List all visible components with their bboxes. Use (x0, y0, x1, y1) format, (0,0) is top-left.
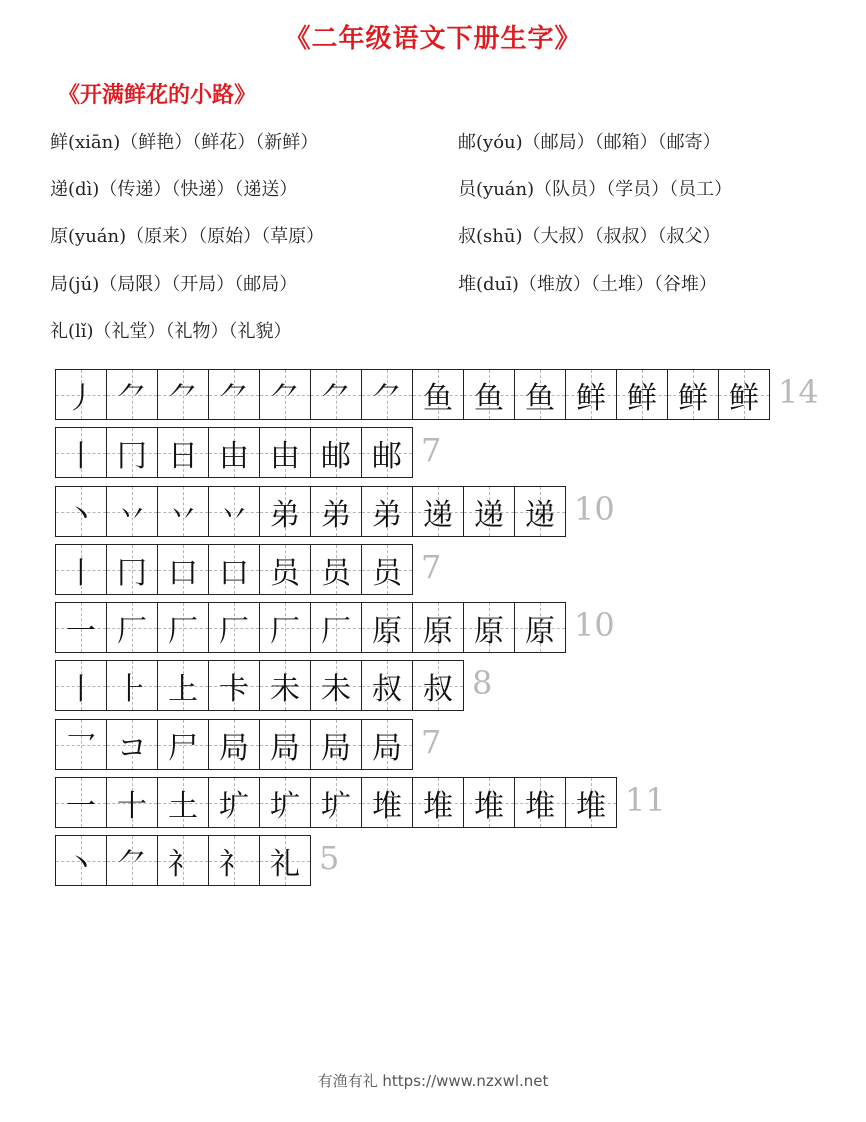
stroke-cell (158, 778, 209, 827)
stroke-glyph: 一 (66, 788, 96, 824)
stroke-cell (362, 487, 413, 536)
stroke-glyph: 由 (219, 438, 249, 474)
stroke-glyph: 叔 (372, 671, 402, 707)
stroke-glyph: 堆 (576, 788, 606, 824)
stroke-row-6 (55, 660, 492, 711)
tianzige-cells (55, 835, 311, 886)
stroke-glyph: 丷 (219, 497, 249, 533)
stroke-cell (413, 603, 464, 652)
stroke-cell (464, 370, 515, 419)
stroke-glyph: 厂 (270, 613, 300, 649)
stroke-count: 10 (574, 490, 615, 528)
stroke-glyph: 鲜 (576, 380, 606, 416)
stroke-glyph: 鲜 (678, 380, 708, 416)
stroke-cell (311, 545, 362, 594)
stroke-cell (311, 720, 362, 769)
stroke-cell (107, 370, 158, 419)
stroke-cell (260, 661, 311, 710)
stroke-glyph: 丿 (66, 380, 96, 416)
stroke-glyph: 冂 (117, 438, 147, 474)
stroke-cell (209, 603, 260, 652)
vocab-line: 员(yuán)（队员）（学员）（员工） (458, 179, 733, 200)
stroke-cell (260, 487, 311, 536)
stroke-glyph: ⺈ (270, 380, 300, 416)
stroke-cell (311, 778, 362, 827)
stroke-count: 14 (778, 373, 819, 411)
stroke-glyph: 弟 (270, 497, 300, 533)
vocab-line: 邮(yóu)（邮局）（邮箱）（邮寄） (458, 132, 721, 153)
stroke-glyph: ⺊ (117, 671, 147, 707)
stroke-glyph: 原 (525, 613, 555, 649)
stroke-cell (464, 487, 515, 536)
stroke-glyph: 鱼 (423, 380, 453, 416)
stroke-cell (107, 720, 158, 769)
stroke-cell (56, 487, 107, 536)
vocab-line: 鲜(xiān)（鲜艳）（鲜花）（新鲜） (50, 132, 319, 153)
vocab-line: 递(dì)（传递）（快递）（递送） (50, 179, 298, 200)
stroke-glyph: 丷 (168, 497, 198, 533)
stroke-glyph: 由 (270, 438, 300, 474)
stroke-cell (158, 720, 209, 769)
stroke-glyph: 厂 (117, 613, 147, 649)
stroke-glyph: 递 (474, 497, 504, 533)
stroke-cell (260, 370, 311, 419)
stroke-count: 7 (421, 723, 442, 761)
stroke-cell (107, 661, 158, 710)
stroke-count: 5 (319, 839, 340, 877)
stroke-glyph: 局 (270, 730, 300, 766)
stroke-cell (209, 545, 260, 594)
stroke-glyph: 鱼 (474, 380, 504, 416)
stroke-glyph: 卡 (219, 671, 249, 707)
stroke-glyph: 未 (321, 671, 351, 707)
stroke-glyph: 圹 (270, 788, 300, 824)
stroke-cell (107, 836, 158, 885)
stroke-glyph: 弟 (372, 497, 402, 533)
stroke-glyph: 丨 (66, 555, 96, 591)
stroke-cell (311, 661, 362, 710)
stroke-row-5 (55, 602, 615, 653)
stroke-cell (158, 603, 209, 652)
stroke-glyph: 原 (474, 613, 504, 649)
stroke-glyph: ⺈ (117, 846, 147, 882)
tianzige-cells (55, 777, 617, 828)
stroke-glyph: 原 (423, 613, 453, 649)
stroke-cell (260, 720, 311, 769)
tianzige-cells (55, 427, 413, 478)
stroke-glyph: 礻 (168, 846, 198, 882)
stroke-cell (107, 603, 158, 652)
stroke-glyph: 鲜 (627, 380, 657, 416)
stroke-cell (107, 428, 158, 477)
tianzige-cells (55, 602, 566, 653)
stroke-cell (209, 778, 260, 827)
stroke-glyph: 日 (168, 438, 198, 474)
stroke-glyph: 局 (372, 730, 402, 766)
stroke-glyph: ⺈ (219, 380, 249, 416)
footer-watermark: 有渔有礼 https://www.nzxwl.net (317, 1072, 549, 1090)
stroke-cell (107, 778, 158, 827)
stroke-glyph: 邮 (321, 438, 351, 474)
stroke-glyph: 鱼 (525, 380, 555, 416)
stroke-cell (260, 836, 311, 885)
stroke-glyph: 鲜 (729, 380, 759, 416)
tianzige-cells (55, 369, 770, 420)
stroke-cell (464, 778, 515, 827)
stroke-cell (209, 661, 260, 710)
tianzige-cells (55, 660, 464, 711)
stroke-glyph: 局 (219, 730, 249, 766)
stroke-cell (260, 428, 311, 477)
tianzige-cells (55, 486, 566, 537)
stroke-count: 7 (421, 548, 442, 586)
stroke-cell (362, 778, 413, 827)
stroke-cell (209, 836, 260, 885)
stroke-glyph: 堆 (423, 788, 453, 824)
stroke-cell (362, 603, 413, 652)
vocab-line: 礼(lǐ)（礼堂）（礼物）（礼貌） (50, 321, 292, 342)
stroke-cell (209, 720, 260, 769)
stroke-cell (107, 487, 158, 536)
stroke-count: 8 (472, 664, 493, 702)
stroke-cell (719, 370, 770, 419)
stroke-cell (311, 428, 362, 477)
stroke-cell (158, 545, 209, 594)
stroke-cell (56, 370, 107, 419)
stroke-cell (413, 778, 464, 827)
stroke-glyph: ⺈ (372, 380, 402, 416)
stroke-glyph: 冂 (117, 555, 147, 591)
stroke-glyph: 丶 (66, 497, 96, 533)
stroke-cell (56, 661, 107, 710)
stroke-cell (56, 778, 107, 827)
stroke-cell (260, 778, 311, 827)
stroke-glyph: 一 (66, 613, 96, 649)
stroke-glyph: 堆 (474, 788, 504, 824)
lesson-title: 《开满鲜花的小路》 (58, 83, 257, 108)
stroke-glyph: 丷 (117, 497, 147, 533)
stroke-cell (311, 487, 362, 536)
tianzige-cells (55, 544, 413, 595)
tianzige-cells (55, 719, 413, 770)
vocab-line: 原(yuán)（原来）（原始）（草原） (50, 226, 325, 247)
stroke-cell (158, 836, 209, 885)
stroke-glyph: 圹 (321, 788, 351, 824)
stroke-glyph: 厂 (321, 613, 351, 649)
stroke-cell (107, 545, 158, 594)
stroke-cell (56, 836, 107, 885)
stroke-glyph: 上 (168, 671, 198, 707)
stroke-glyph: 邮 (372, 438, 402, 474)
stroke-glyph: 圹 (219, 788, 249, 824)
stroke-cell (668, 370, 719, 419)
stroke-row-1 (55, 369, 819, 420)
stroke-glyph: 递 (525, 497, 555, 533)
vocab-line: 叔(shū)（大叔）（叔叔）（叔父） (458, 226, 721, 247)
stroke-cell (362, 720, 413, 769)
stroke-cell (617, 370, 668, 419)
stroke-cell (464, 603, 515, 652)
stroke-row-7 (55, 719, 441, 770)
stroke-glyph: 口 (219, 555, 249, 591)
stroke-cell (209, 370, 260, 419)
stroke-cell (209, 487, 260, 536)
stroke-cell (209, 428, 260, 477)
stroke-glyph: ⺈ (321, 380, 351, 416)
stroke-glyph: ⺈ (117, 380, 147, 416)
stroke-glyph: 员 (321, 555, 351, 591)
stroke-cell (260, 545, 311, 594)
stroke-cell (158, 428, 209, 477)
stroke-glyph: 堆 (525, 788, 555, 824)
stroke-cell (515, 487, 566, 536)
stroke-cell (311, 603, 362, 652)
stroke-glyph: コ (117, 730, 147, 766)
stroke-cell (56, 603, 107, 652)
stroke-row-3 (55, 486, 615, 537)
stroke-glyph: 原 (372, 613, 402, 649)
stroke-glyph: ⺈ (168, 380, 198, 416)
stroke-cell (311, 370, 362, 419)
stroke-cell (413, 370, 464, 419)
stroke-cell (260, 603, 311, 652)
stroke-glyph: 厂 (168, 613, 198, 649)
stroke-row-4 (55, 544, 441, 595)
stroke-glyph: 员 (372, 555, 402, 591)
stroke-cell (158, 487, 209, 536)
stroke-cell (362, 661, 413, 710)
stroke-cell (413, 661, 464, 710)
stroke-glyph: 十 (117, 788, 147, 824)
stroke-glyph: 丶 (66, 846, 96, 882)
stroke-glyph: 乛 (66, 730, 96, 766)
stroke-cell (56, 428, 107, 477)
stroke-row-8 (55, 777, 666, 828)
stroke-cell (158, 661, 209, 710)
stroke-cell (515, 370, 566, 419)
stroke-cell (158, 370, 209, 419)
stroke-cell (56, 545, 107, 594)
stroke-glyph: 丨 (66, 671, 96, 707)
stroke-glyph: 未 (270, 671, 300, 707)
stroke-cell (362, 428, 413, 477)
stroke-cell (413, 487, 464, 536)
stroke-cell (566, 370, 617, 419)
stroke-count: 10 (574, 606, 615, 644)
stroke-glyph: 局 (321, 730, 351, 766)
stroke-cell (515, 778, 566, 827)
stroke-glyph: 弟 (321, 497, 351, 533)
vocab-line: 局(jú)（局限）（开局）（邮局） (50, 274, 298, 295)
vocab-line: 堆(duī)（堆放）（土堆）（谷堆） (458, 274, 717, 295)
stroke-glyph: 堆 (372, 788, 402, 824)
stroke-glyph: 礼 (270, 846, 300, 882)
stroke-glyph: 尸 (168, 730, 198, 766)
stroke-cell (566, 778, 617, 827)
stroke-count: 11 (625, 781, 666, 819)
stroke-glyph: 叔 (423, 671, 453, 707)
stroke-cell (515, 603, 566, 652)
stroke-cell (362, 545, 413, 594)
stroke-glyph: 丨 (66, 438, 96, 474)
stroke-glyph: 土 (168, 788, 198, 824)
stroke-glyph: 口 (168, 555, 198, 591)
stroke-cell (56, 720, 107, 769)
stroke-count: 7 (421, 431, 442, 469)
stroke-glyph: 递 (423, 497, 453, 533)
stroke-row-2 (55, 427, 441, 478)
stroke-row-9 (55, 835, 339, 886)
stroke-glyph: 员 (270, 555, 300, 591)
stroke-glyph: 厂 (219, 613, 249, 649)
stroke-cell (362, 370, 413, 419)
page-title: 《二年级语文下册生字》 (284, 24, 582, 54)
stroke-glyph: 礻 (219, 846, 249, 882)
